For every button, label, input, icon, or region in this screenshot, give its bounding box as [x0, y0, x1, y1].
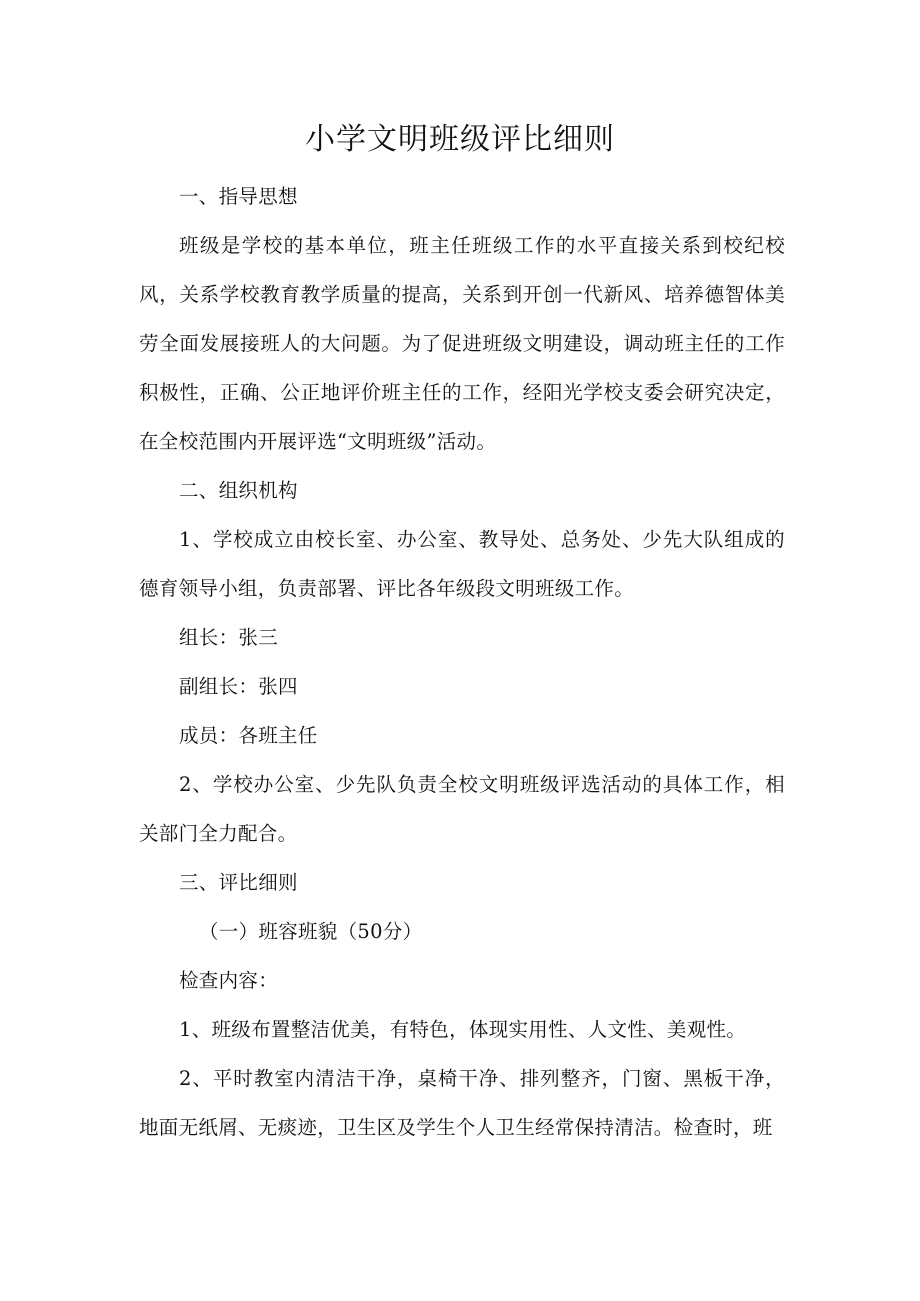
paragraph-organization-1: 1、学校成立由校长室、办公室、教导处、总务处、少先大队组成的德育领导小组，负责部署、评比各年级段文明班级工作。 — [139, 528, 785, 600]
section-heading-guiding-ideology: 一、指导思想 — [179, 185, 298, 208]
section-heading-rules: 三、评比细则 — [179, 871, 298, 894]
document-body — [139, 172, 785, 1152]
subsection-heading-class-appearance: （一）班容班貌（50分） — [199, 920, 423, 943]
section-heading-organization: 二、组织机构 — [179, 479, 298, 502]
leader-line: 组长：张三 — [179, 626, 279, 649]
paragraph-organization-2: 2、学校办公室、少先队负责全校文明班级评选活动的具体工作，相关部门全力配合。 — [139, 773, 785, 845]
members-line: 成员：各班主任 — [179, 724, 318, 747]
document-title: 小学文明班级评比细则 — [305, 122, 615, 157]
deputy-leader-line: 副组长：张四 — [179, 675, 298, 698]
inspection-content-label: 检查内容： — [179, 969, 279, 992]
inspection-item-1: 1、班级布置整洁优美，有特色，体现实用性、人文性、美观性。 — [179, 1018, 747, 1041]
paragraph-guiding-ideology: 班级是学校的基本单位，班主任班级工作的水平直接关系到校纪校风，关系学校教育教学质量的提高，关系到开创一代新风、培养德智体美劳全面发展接班人的大问题。为了促进班级文明建设，调动班主任的工作积极性，正确、公正地评价班主任的工作，经阳光学校支委会研究决定，在全校范围内开展评选“文明班级”活动。 — [139, 234, 785, 453]
inspection-item-2: 2、平时教室内清洁干净，桌椅干净、排列整齐，门窗、黑板干净，地面无纸屑、无痰迹，卫生区及学生个人卫生经常保持清洁。检查时，班 — [139, 1067, 785, 1139]
